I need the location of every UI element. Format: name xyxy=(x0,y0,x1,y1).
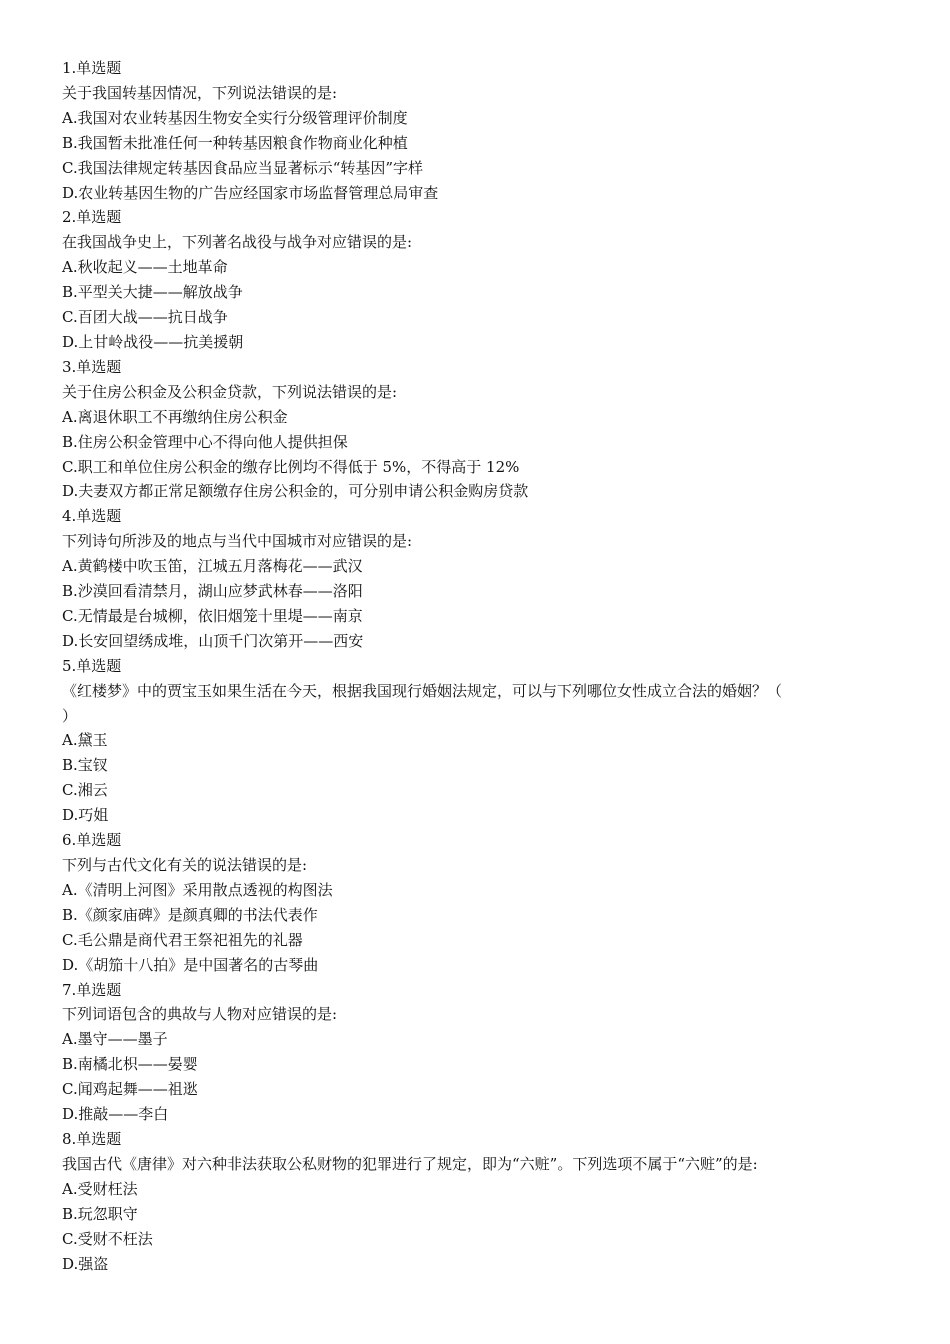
option-c: C.受财不枉法 xyxy=(62,1229,153,1248)
option-a: A.墨守——墨子 xyxy=(62,1030,168,1049)
option-c: C.闻鸡起舞——祖逖 xyxy=(62,1080,198,1099)
option-c: C.无情最是台城柳，依旧烟笼十里堤——南京 xyxy=(62,606,363,625)
option-a: A.我国对农业转基因生物安全实行分级管理评价制度 xyxy=(62,108,408,127)
option-c: C.百团大战——抗日战争 xyxy=(62,308,228,327)
option-d: D.强盗 xyxy=(62,1254,109,1273)
option-b: B.宝钗 xyxy=(62,756,108,775)
option-b: B.平型关大捷——解放战争 xyxy=(62,283,243,302)
question-title: 3.单选题 xyxy=(62,357,122,376)
question-title: 8.单选题 xyxy=(62,1129,122,1148)
question-title: 1.单选题 xyxy=(62,59,122,77)
option-b: B.沙漠回看清禁月，湖山应梦武林春——洛阳 xyxy=(62,582,363,601)
question-title: 2.单选题 xyxy=(62,208,122,227)
option-d: D.《胡笳十八拍》是中国著名的古琴曲 xyxy=(62,955,319,974)
option-d: D.农业转基因生物的广告应经国家市场监督管理总局审查 xyxy=(62,183,439,202)
option-d: D.上甘岭战役——抗美援朝 xyxy=(62,332,244,351)
question-5 xyxy=(62,654,882,828)
question-stem: 下列与古代文化有关的说法错误的是: xyxy=(62,856,308,874)
question-stem: 关于我国转基因情况，下列说法错误的是: xyxy=(62,83,338,102)
question-stem: 下列诗句所涉及的地点与当代中国城市对应错误的是: xyxy=(62,532,413,551)
question-title: 4.单选题 xyxy=(62,507,122,526)
option-c: C.职工和单位住房公积金的缴存比例均不得低于 5%，不得高于 12% xyxy=(62,457,520,476)
option-d: D.巧姐 xyxy=(62,806,109,825)
option-a: A.黄鹤楼中吹玉笛，江城五月落梅花——武汉 xyxy=(62,557,363,576)
option-a: A.黛玉 xyxy=(62,731,108,750)
question-1 xyxy=(62,56,882,205)
question-2 xyxy=(62,205,882,354)
question-stem: 下列词语包含的典故与人物对应错误的是: xyxy=(62,1005,338,1024)
option-b: B.我国暂未批准任何一种转基因粮食作物商业化种植 xyxy=(62,133,408,152)
option-c: C.毛公鼎是商代君王祭祀祖先的礼器 xyxy=(62,930,303,949)
option-b: B.玩忽职守 xyxy=(62,1204,138,1223)
option-d: D.推敲——李白 xyxy=(62,1105,169,1124)
option-a: A.秋收起义——土地革命 xyxy=(62,258,228,277)
option-c: C.湘云 xyxy=(62,781,108,800)
question-7 xyxy=(62,978,882,1127)
question-stem: 我国古代《唐律》对六种非法获取公私财物的犯罪进行了规定，即为“六赃”。下列选项不属于“六赃”的是: xyxy=(62,1154,758,1173)
option-b: B.住房公积金管理中心不得向他人提供担保 xyxy=(62,432,348,451)
option-c: C.我国法律规定转基因食品应当显著标示“转基因”字样 xyxy=(62,158,424,177)
option-a: A.《清明上河图》采用散点透视的构图法 xyxy=(62,880,333,899)
question-4 xyxy=(62,504,882,653)
option-b: B.南橘北枳——晏婴 xyxy=(62,1055,198,1074)
question-document xyxy=(62,56,882,1276)
option-d: D.长安回望绣成堆，山顶千门次第开——西安 xyxy=(62,631,364,650)
question-stem: 《红楼梦》中的贾宝玉如果生活在今天，根据我国现行婚姻法规定，可以与下列哪位女性成立合法的婚姻？（ ） xyxy=(62,681,783,725)
question-title: 7.单选题 xyxy=(62,980,122,999)
option-a: A.受财枉法 xyxy=(62,1179,138,1198)
option-a: A.离退休职工不再缴纳住房公积金 xyxy=(62,407,288,426)
question-stem: 在我国战争史上，下列著名战役与战争对应错误的是: xyxy=(62,233,413,252)
option-b: B.《颜家庙碑》是颜真卿的书法代表作 xyxy=(62,905,318,924)
question-6 xyxy=(62,828,882,977)
question-3 xyxy=(62,355,882,504)
question-title: 5.单选题 xyxy=(62,656,122,675)
option-d: D.夫妻双方都正常足额缴存住房公积金的，可分别申请公积金购房贷款 xyxy=(62,482,529,501)
question-title: 6.单选题 xyxy=(62,831,122,850)
question-stem: 关于住房公积金及公积金贷款，下列说法错误的是: xyxy=(62,382,398,401)
question-8 xyxy=(62,1127,882,1276)
